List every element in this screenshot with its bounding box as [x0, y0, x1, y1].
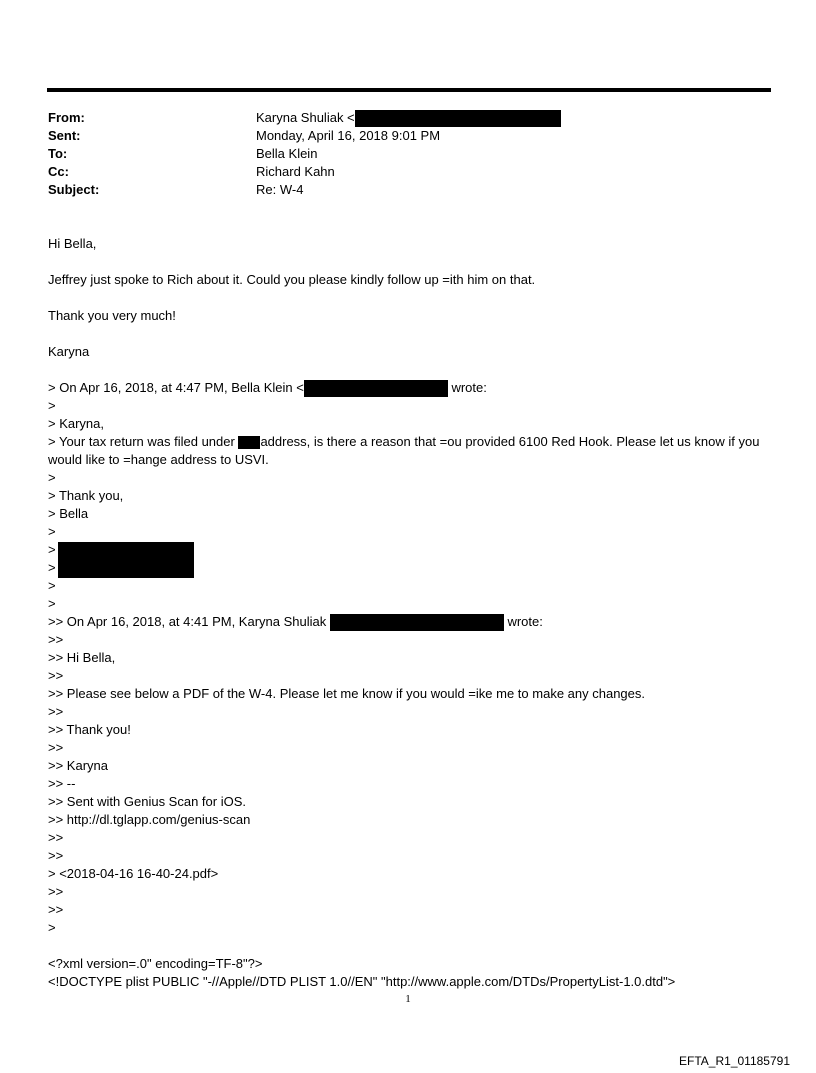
body-paragraph: Thank you very much!	[48, 308, 176, 323]
sent-label: Sent:	[48, 128, 81, 143]
quote-line: >>	[48, 830, 64, 845]
quote-line: >>	[48, 668, 64, 683]
xml-line: <!DOCTYPE plist PUBLIC "-//Apple//DTD PLIST 1.0//EN" "http://www.apple.com/DTDs/PropertyList-1.0.dtd">	[48, 974, 676, 989]
page-number: 1	[405, 993, 411, 1005]
sent-row	[48, 127, 748, 145]
quote-text: > Your tax return was filed under	[48, 434, 239, 449]
redaction-block	[58, 542, 194, 578]
subject-value: Re: W-4	[256, 182, 304, 197]
greeting: Hi Bella,	[48, 236, 97, 251]
header-rule	[47, 88, 771, 92]
quote-line: >> Please see below a PDF of the W-4. Please let me know if you would =ike me to make any changes.	[48, 686, 645, 701]
signoff: Karyna	[48, 344, 90, 359]
quote-line	[48, 433, 770, 469]
link-line: >> http://dl.tglapp.com/genius-scan	[48, 812, 251, 827]
quote-line: >	[48, 560, 56, 575]
from-name: Karyna Shuliak <	[256, 109, 355, 125]
quote-line: >	[48, 578, 56, 593]
quote-line: >>	[48, 902, 64, 917]
quote-line: >	[48, 470, 56, 485]
quote-line: >> Hi Bella,	[48, 650, 116, 665]
from-label: From:	[48, 110, 85, 125]
cc-label: Cc:	[48, 164, 69, 179]
redaction-block	[355, 110, 561, 127]
quote-line	[48, 541, 770, 559]
quote-text: >> On Apr 16, 2018, at 4:41 PM, Karyna Shuliak	[48, 614, 330, 629]
quote-line: >>	[48, 740, 64, 755]
quote-line	[48, 613, 770, 631]
to-value: Bella Klein	[256, 146, 318, 161]
from-row	[48, 109, 748, 127]
bates-number: EFTA_R1_01185791	[679, 1054, 790, 1068]
quote-line: >>	[48, 704, 64, 719]
subject-label: Subject:	[48, 182, 100, 197]
quote-line: >	[48, 920, 56, 935]
redaction-block	[238, 436, 260, 449]
quote-line: >> Thank you!	[48, 722, 131, 737]
body-paragraph: Jeffrey just spoke to Rich about it. Could you please kindly follow up =ith him on that.	[48, 272, 536, 287]
email-body	[48, 235, 770, 991]
cc-value: Richard Kahn	[256, 164, 335, 179]
quote-line: > Bella	[48, 506, 89, 521]
attachment-line: > <2018-04-16 16-40-24.pdf>	[48, 866, 219, 881]
redaction-block	[330, 614, 504, 631]
quote-text: wrote:	[503, 614, 543, 629]
quote-line: >>	[48, 884, 64, 899]
quote-line: > Thank you,	[48, 488, 124, 503]
quote-line: >> Sent with Genius Scan for iOS.	[48, 794, 246, 809]
quote-text: wrote:	[447, 380, 487, 395]
quote-line: >>	[48, 632, 64, 647]
cc-row	[48, 163, 748, 181]
to-row	[48, 145, 748, 163]
quote-text: >	[48, 542, 56, 557]
subject-row	[48, 181, 748, 199]
quote-line: >>	[48, 848, 64, 863]
from-value	[256, 109, 561, 127]
quote-line: >	[48, 398, 56, 413]
email-header	[48, 109, 748, 199]
to-label: To:	[48, 146, 68, 161]
quote-line: >	[48, 596, 56, 611]
sent-value: Monday, April 16, 2018 9:01 PM	[256, 128, 441, 143]
quote-text: > On Apr 16, 2018, at 4:47 PM, Bella Klein <	[48, 380, 304, 395]
quote-line: > Karyna,	[48, 416, 105, 431]
quote-line	[48, 379, 770, 397]
redaction-block	[304, 380, 448, 397]
quote-line: >	[48, 524, 56, 539]
xml-line: <?xml version=.0" encoding=TF-8"?>	[48, 956, 263, 971]
quote-line: >> --	[48, 776, 76, 791]
quote-line: >> Karyna	[48, 758, 108, 773]
quote-text: address, is there a reason that =ou provided 6100 Red Hook. Please let us know if you would like to =hange address to USVI.	[48, 434, 760, 467]
